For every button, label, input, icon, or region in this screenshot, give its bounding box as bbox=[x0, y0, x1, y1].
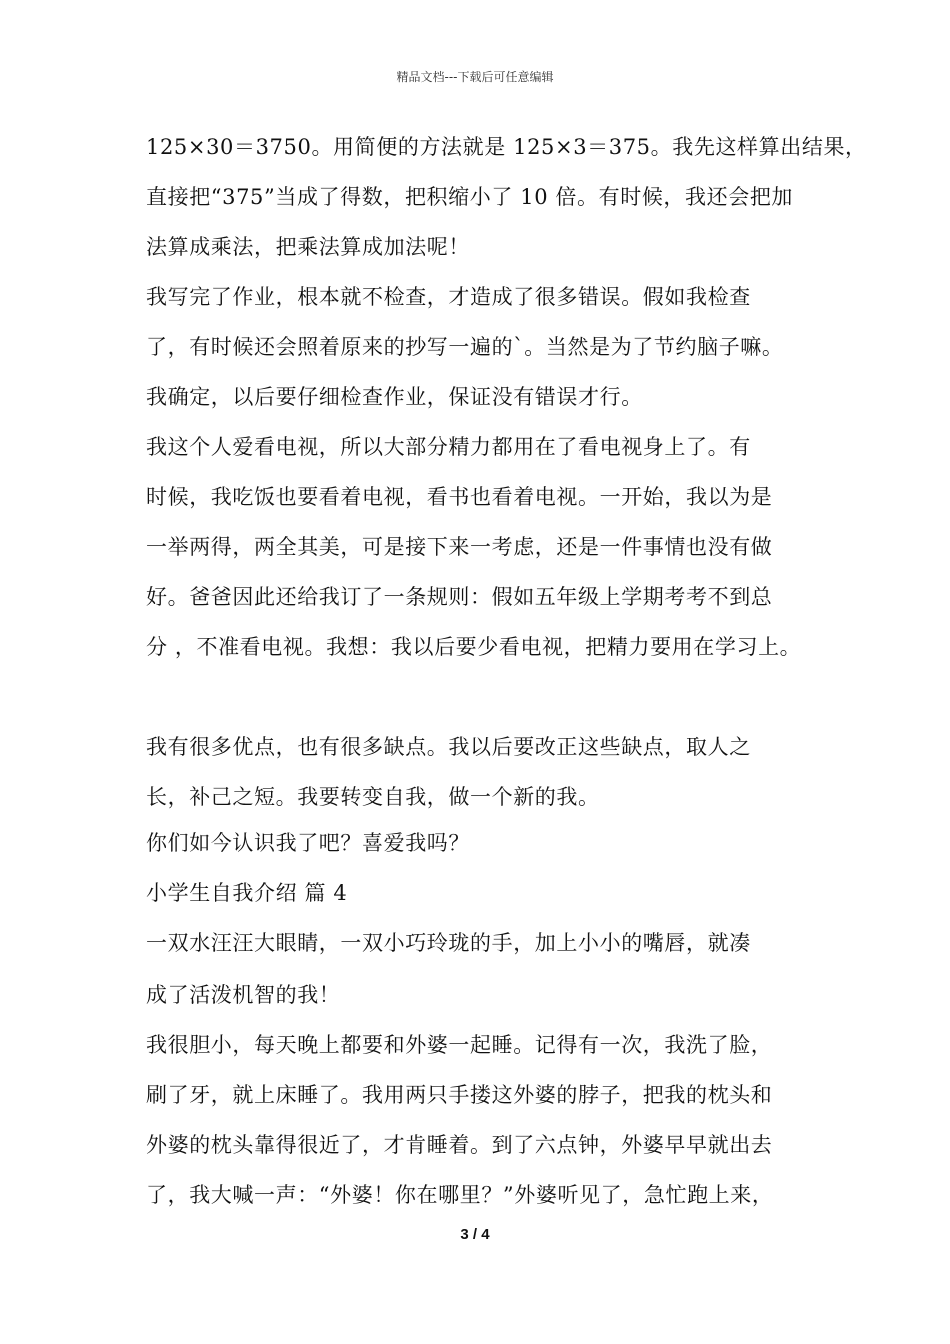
text-line: 125×30＝3750。用简便的方法就是 125×3＝375。我先这样算出结果， bbox=[146, 135, 867, 159]
text-line: 成了活泼机智的我！ bbox=[146, 983, 341, 1007]
text-line: 分 ，不准看电视。我想：我以后要少看电视，把精力要用在学习上。 bbox=[146, 635, 802, 659]
text-line: 了，我大喊一声：“外婆！你在哪里？”外婆听见了，急忙跑上来， bbox=[146, 1183, 774, 1207]
text-line: 时候，我吃饭也要看着电视，看书也看着电视。一开始，我以为是 bbox=[146, 485, 773, 509]
text-line: 我确定，以后要仔细检查作业，保证没有错误才行。 bbox=[146, 385, 643, 409]
page-header: 精品文档---下载后可任意编辑 bbox=[396, 70, 554, 84]
text-line: 我写完了作业，根本就不检查，才造成了很多错误。假如我检查 bbox=[146, 285, 751, 309]
text-line: 我这个人爱看电视，所以大部分精力都用在了看电视身上了。有 bbox=[146, 435, 751, 459]
text-line: 好。爸爸因此还给我订了一条规则：假如五年级上学期考考不到总 bbox=[146, 585, 773, 609]
text-line: 了，有时候还会照着原来的抄写一遍的`。当然是为了节约脑子嘛。 bbox=[146, 335, 784, 359]
text-line: 直接把“375”当成了得数，把积缩小了 10 倍。有时候，我还会把加 bbox=[146, 185, 794, 209]
section-heading: 小学生自我介绍 篇 4 bbox=[146, 881, 348, 905]
text-line: 我有很多优点，也有很多缺点。我以后要改正这些缺点，取人之 bbox=[146, 735, 751, 759]
text-line: 一举两得，两全其美，可是接下来一考虑，还是一件事情也没有做 bbox=[146, 535, 773, 559]
text-line: 我很胆小，每天晚上都要和外婆一起睡。记得有一次，我洗了脸， bbox=[146, 1033, 773, 1057]
text-line: 刷了牙，就上床睡了。我用两只手搂这外婆的脖子，把我的枕头和 bbox=[146, 1083, 773, 1107]
text-line: 长，补己之短。我要转变自我，做一个新的我。 bbox=[146, 785, 600, 809]
page-number: 3 / 4 bbox=[460, 1226, 490, 1243]
text-line: 一双水汪汪大眼睛，一双小巧玲珑的手，加上小小的嘴唇，就凑 bbox=[146, 931, 751, 955]
text-line: 法算成乘法，把乘法算成加法呢！ bbox=[146, 235, 470, 259]
text-line: 你们如今认识我了吧？喜爱我吗？ bbox=[146, 831, 470, 855]
text-line: 外婆的枕头靠得很近了，才肯睡着。到了六点钟，外婆早早就出去 bbox=[146, 1133, 773, 1157]
